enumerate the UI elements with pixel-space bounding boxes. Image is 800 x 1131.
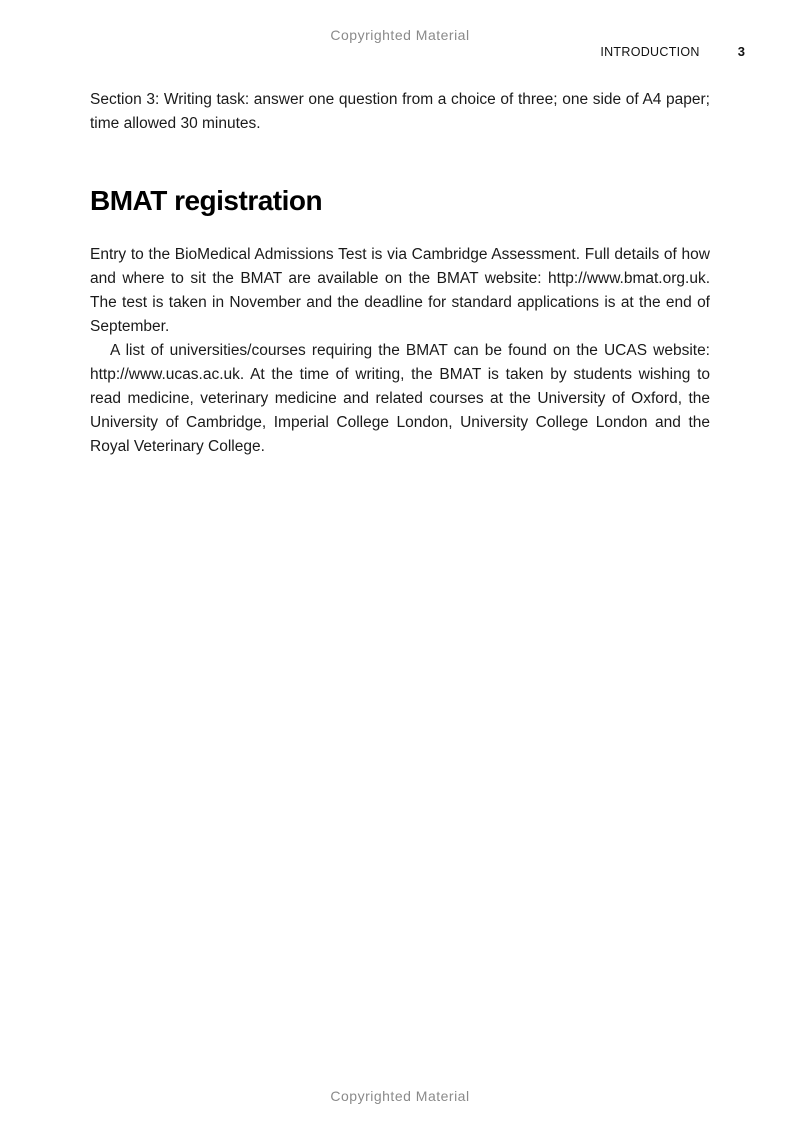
section-heading: BMAT registration bbox=[90, 185, 323, 216]
body-paragraph-2: A list of universities/courses requiring the BMAT can be found on the UCAS website: http://www.ucas.ac.uk. At the time of writing, the BMAT is taken by students wishing to read medicine, veterinary medicine and related courses at the University of Oxford, the University of Cambridge, Imperial College London, University College London and the Royal Veterinary College. bbox=[90, 342, 710, 455]
page-content bbox=[90, 88, 710, 459]
intro-paragraph: Section 3: Writing task: answer one question from a choice of three; one side of A4 paper; time allowed 30 minutes. bbox=[90, 91, 710, 132]
body-paragraph-1: Entry to the BioMedical Admissions Test is via Cambridge Assessment. Full details of how and where to sit the BMAT are available on the BMAT website: http://www.bmat.org.uk. The test is taken in November and the deadline for standard applications is at the end of September. bbox=[90, 246, 710, 335]
spacer bbox=[90, 217, 710, 243]
copyright-banner-bottom: Copyrighted Material bbox=[330, 1088, 470, 1104]
running-header bbox=[600, 44, 745, 59]
running-header-section: INTRODUCTION bbox=[600, 45, 700, 59]
copyright-banner-top: Copyrighted Material bbox=[330, 27, 470, 43]
spacer bbox=[90, 136, 710, 185]
page-number: 3 bbox=[737, 44, 745, 59]
